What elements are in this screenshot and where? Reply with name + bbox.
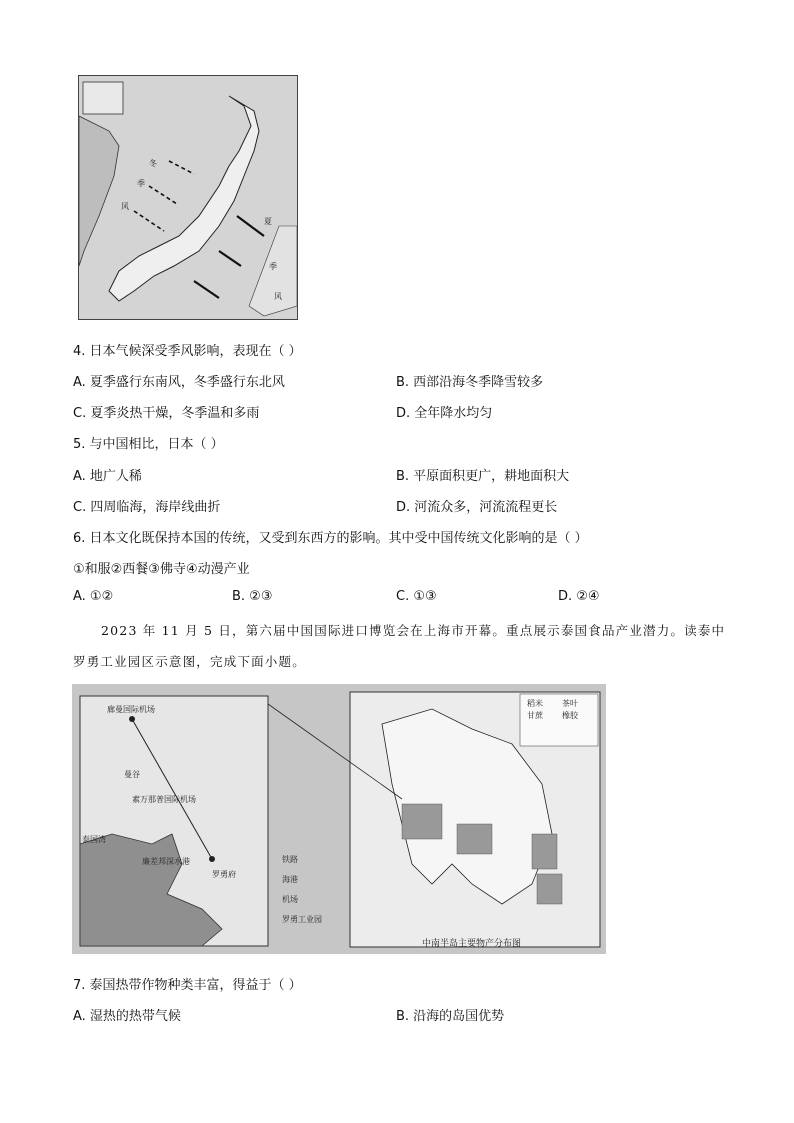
q6-option-a[interactable]: A. ①② (73, 589, 114, 604)
passage-line-2: 罗勇工业园区示意图，完成下面小题。 (73, 654, 306, 669)
right-legend: 甘蔗 (527, 711, 543, 720)
left-label: 曼谷 (124, 770, 140, 779)
left-label: 泰国湾 (82, 835, 106, 844)
japan-map-graphic (79, 76, 297, 319)
left-label: 素万那普国际机场 (132, 795, 196, 804)
left-legend: 罗勇工业园 (282, 915, 322, 924)
left-label: 廊曼国际机场 (107, 705, 155, 714)
question-4-stem: 4. 日本气候深受季风影响，表现在（ ） (73, 344, 302, 359)
q6-option-b[interactable]: B. ②③ (232, 589, 273, 604)
right-legend: 稻米 (527, 699, 543, 708)
map1-label: 风 (121, 202, 129, 211)
question-6-stem: 6. 日本文化既保持本国的传统，又受到东西方的影响。其中受中国传统文化影响的是（ ） (73, 531, 588, 546)
japan-monsoon-map (78, 75, 298, 320)
question-7-stem: 7. 泰国热带作物种类丰富，得益于（ ） (73, 978, 302, 993)
map1-label: 季 (137, 179, 145, 188)
question-6-sub: ①和服②西餐③佛寺④动漫产业 (73, 562, 250, 577)
q6-option-d[interactable]: D. ②④ (558, 589, 600, 604)
right-legend: 橡胶 (562, 711, 578, 720)
passage-line-1: 2023 年 11 月 5 日，第六届中国国际进口博览会在上海市开幕。重点展示泰国食品产业潜力。读泰中 (101, 623, 726, 638)
q7-option-a[interactable]: A. 湿热的热带气候 (73, 1009, 181, 1024)
question-5-stem: 5. 与中国相比，日本（ ） (73, 437, 224, 452)
right-map-caption: 中南半岛主要物产分布图 (422, 939, 522, 949)
map1-label: 风 (274, 292, 282, 301)
left-legend: 机场 (282, 895, 298, 904)
q4-option-b[interactable]: B. 西部沿海冬季降雪较多 (396, 375, 544, 390)
right-legend: 茶叶 (562, 699, 578, 708)
thailand-industrial-map (72, 684, 606, 954)
q4-option-c[interactable]: C. 夏季炎热干燥，冬季温和多雨 (73, 406, 260, 421)
map1-label: 夏 (264, 217, 272, 226)
left-legend: 铁路 (282, 855, 298, 864)
thailand-map-graphic (72, 684, 606, 954)
left-legend: 海港 (282, 875, 298, 884)
q5-option-c[interactable]: C. 四周临海，海岸线曲折 (73, 500, 221, 515)
q7-option-b[interactable]: B. 沿海的岛国优势 (396, 1009, 505, 1024)
q6-option-c[interactable]: C. ①③ (396, 589, 437, 604)
left-label: 罗勇府 (212, 870, 236, 879)
q5-option-a[interactable]: A. 地广人稀 (73, 469, 142, 484)
map1-label: 季 (269, 262, 277, 271)
left-label: 廉差邦深水港 (142, 857, 190, 866)
q4-option-a[interactable]: A. 夏季盛行东南风，冬季盛行东北风 (73, 375, 285, 390)
map1-label: 冬 (149, 159, 157, 168)
q5-option-b[interactable]: B. 平原面积更广，耕地面积大 (396, 469, 570, 484)
q4-option-d[interactable]: D. 全年降水均匀 (396, 406, 493, 421)
q5-option-d[interactable]: D. 河流众多，河流流程更长 (396, 500, 558, 515)
